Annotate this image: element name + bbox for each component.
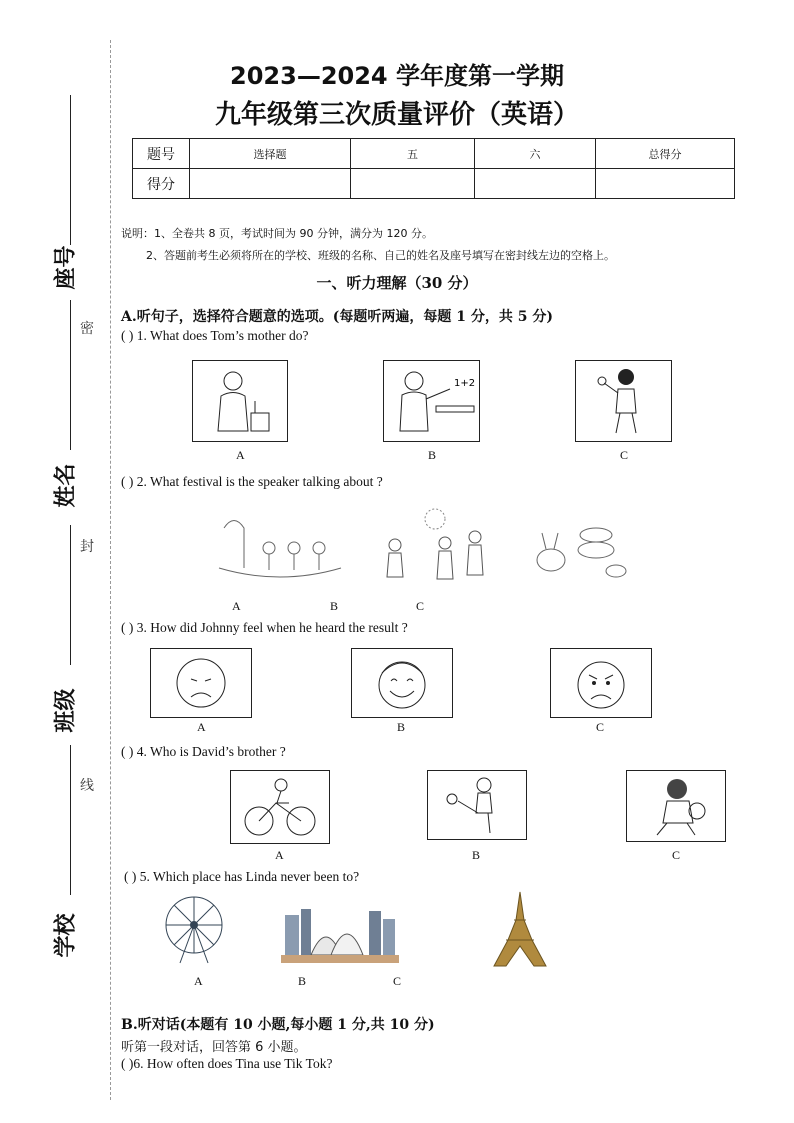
seal-char-mi: 密 (80, 321, 94, 337)
dialog-1-instruction: 听第一段对话，回答第 6 小题。 (121, 1040, 307, 1055)
score-table-header-cell: 五 (351, 139, 475, 169)
q1-label-a: A (236, 448, 245, 462)
score-row-label: 得分 (133, 169, 190, 199)
fireworks-kids-icon (375, 505, 500, 587)
score-cell[interactable] (351, 169, 475, 199)
q1-option-a-image[interactable] (192, 360, 288, 442)
q1-option-b-image[interactable] (383, 360, 480, 442)
doctor-icon (193, 361, 287, 441)
part-1-title: 一、听力理解（30 分） (316, 274, 478, 292)
q5-option-c-image[interactable] (488, 890, 552, 968)
cyclist-icon (231, 771, 329, 843)
question-2: ( ) 2. What festival is the speaker talking about ? (121, 474, 383, 489)
question-3: ( ) 3. How did Johnny feel when he heard the result ? (121, 620, 408, 635)
note-line-2: 2、答题前考生必须将所在的学校、班级的名称、自己的姓名及座号填写在密封线左边的空格上。 (146, 249, 615, 262)
happy-face-icon (352, 649, 452, 717)
q5-label-a: A (194, 974, 203, 988)
eiffel-tower-icon (488, 890, 552, 968)
question-4: ( ) 4. Who is David’s brother ? (121, 744, 286, 759)
note-line-1: 说明：1、全卷共 8 页，考试时间为 90 分钟，满分为 120 分。 (121, 227, 433, 240)
seal-char-feng: 封 (80, 539, 94, 555)
q4-label-b: B (472, 848, 481, 862)
q1-label-b: B (428, 448, 437, 462)
score-table-header-cell: 选择题 (190, 139, 351, 169)
question-6: ( )6. How often does Tina use Tik Tok? (121, 1056, 333, 1071)
q4-label-c: C (672, 848, 681, 862)
q1-option-c-image[interactable] (575, 360, 672, 442)
football-player-icon (428, 771, 526, 839)
mooncake-rabbit-icon (526, 505, 636, 587)
q5-label-b: B (298, 974, 307, 988)
class-label: 班级 (53, 688, 79, 733)
q4-option-a-image[interactable] (230, 770, 330, 844)
q3-label-c: C (596, 720, 605, 734)
q4-option-b-image[interactable] (427, 770, 527, 840)
score-table-header-cell: 总得分 (596, 139, 735, 169)
score-cell[interactable] (475, 169, 596, 199)
q2-option-a-image[interactable] (214, 508, 346, 588)
score-table-header-cell: 题号 (133, 139, 190, 169)
q5-option-a-image[interactable] (150, 893, 238, 965)
teacher-icon (384, 361, 479, 441)
q1-label-c: C (620, 448, 629, 462)
svg-text:1+2: 1+2 (454, 378, 476, 389)
q2-label-c: C (416, 599, 425, 613)
question-1: ( ) 1. What does Tom’s mother do? (121, 328, 309, 343)
school-label: 学校 (53, 913, 79, 958)
ferris-wheel-icon (150, 893, 238, 965)
score-table-header-cell: 六 (475, 139, 596, 169)
name-fill-line[interactable] (70, 300, 71, 450)
q2-option-b-image[interactable] (375, 505, 500, 587)
score-table (132, 138, 735, 199)
school-fill-line[interactable] (70, 745, 71, 895)
q5-label-c: C (393, 974, 402, 988)
q5-option-b-image[interactable] (281, 905, 399, 965)
q3-label-b: B (397, 720, 406, 734)
sad-face-icon (151, 649, 251, 717)
q3-option-c-image[interactable] (550, 648, 652, 718)
class-fill-line[interactable] (70, 525, 71, 665)
q2-label-a: A (232, 599, 241, 613)
q2-option-c-image[interactable] (526, 505, 636, 587)
question-5: ( ) 5. Which place has Linda never been to? (124, 869, 360, 884)
sydney-opera-house-icon (281, 905, 399, 965)
seal-dashed-line (110, 40, 111, 1100)
name-label: 姓名 (53, 463, 79, 508)
dragon-boat-icon (214, 508, 346, 588)
q4-label-a: A (275, 848, 284, 862)
waitress-icon (576, 361, 671, 441)
q4-option-c-image[interactable] (626, 770, 726, 842)
score-cell[interactable] (596, 169, 735, 199)
q3-label-a: A (197, 720, 206, 734)
seat-label: 座号 (53, 245, 79, 290)
section-a-heading: A.听句子，选择符合题意的选项。(每题听两遍，每题 1 分，共 5 分) (121, 309, 553, 325)
exam-title-year: 2023—2024 学年度第一学期 (230, 62, 564, 90)
score-cell[interactable] (190, 169, 351, 199)
q3-option-a-image[interactable] (150, 648, 252, 718)
q3-option-b-image[interactable] (351, 648, 453, 718)
exam-title-main: 九年级第三次质量评价（英语） (214, 100, 579, 130)
q2-label-b: B (330, 599, 339, 613)
section-b-heading: B.听对话(本题有 10 小题,每小题 1 分,共 10 分) (121, 1017, 435, 1033)
basketball-player-icon (627, 771, 725, 841)
seal-char-xian: 线 (80, 778, 94, 794)
angry-face-icon (551, 649, 651, 717)
